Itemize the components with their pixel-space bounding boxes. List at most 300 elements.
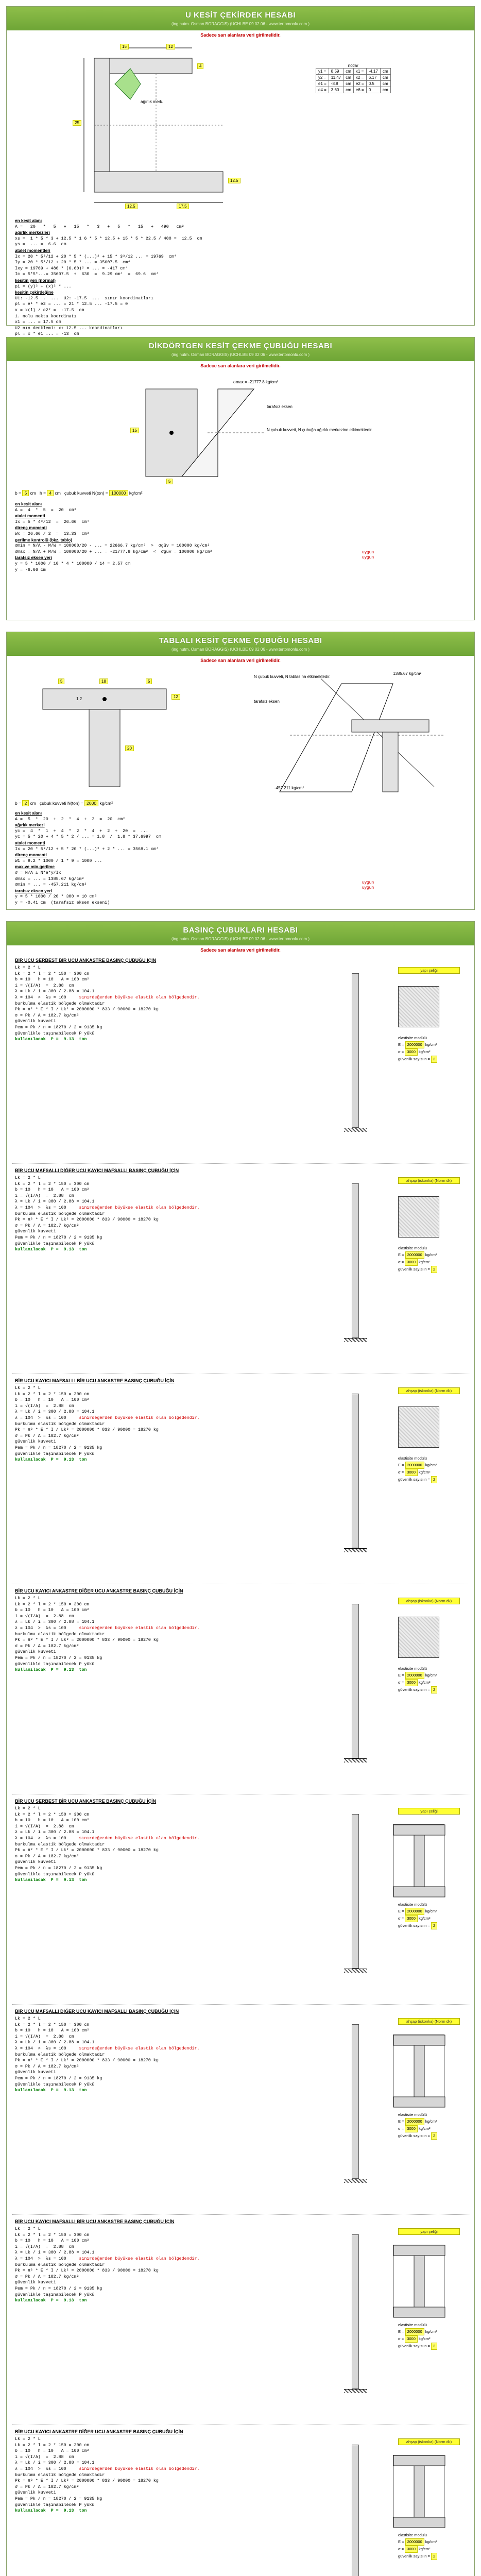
dim-d1[interactable]: 5 xyxy=(58,679,64,684)
calc-line: b = 10 h = 10 A = 100 cm² xyxy=(15,2239,90,2244)
e-input[interactable]: 2000000 xyxy=(405,2118,424,2125)
coord-table xyxy=(316,68,391,93)
material-tag[interactable]: ahşap (iskonka) (Norm dk) xyxy=(398,2018,460,2025)
calc-line: kullanılacak P = 9.13 ton xyxy=(15,1247,87,1252)
calc-line: güvenlikle taşınabilecek P yükü xyxy=(15,2292,95,2297)
calc-line: kullanılacak P = 9.13 ton xyxy=(15,1458,87,1463)
e-input[interactable]: 2000000 xyxy=(405,1672,424,1679)
calc-line: atalet momenti xyxy=(15,513,45,519)
e-unit: kg/cm² xyxy=(424,2119,437,2124)
sigma-label: σ = xyxy=(398,2336,405,2341)
rect-status xyxy=(362,549,374,560)
coord-cell: 3.60 xyxy=(329,87,343,93)
calc-line: tarafsız eksen yeri xyxy=(15,888,52,893)
calc-line: b = 10 h = 10 A = 100 cm² xyxy=(15,977,90,982)
buckling-case xyxy=(7,2009,475,2215)
coord-cell: cm xyxy=(343,87,354,93)
cross-section-drawing xyxy=(393,2245,444,2317)
dim-left[interactable]: 25 xyxy=(73,120,81,126)
calc-line: A = 20 * 5 + 15 * 3 + 5 * 15 + 490 cm² xyxy=(15,224,184,229)
calc-line: b = 10 h = 10 A = 100 cm² xyxy=(15,1608,90,1613)
coord-cell: 11.47 xyxy=(329,75,343,81)
prop-row xyxy=(398,1469,437,1476)
h-input[interactable]: 4 xyxy=(47,490,54,496)
calc-line: Ix = 20 * 5³/12 + 5 * 20 * (...)² + 2 * ... = 3568.1 cm⁴ xyxy=(15,846,159,852)
coord-cell: cm xyxy=(343,75,354,81)
column-drawing xyxy=(352,2024,359,2179)
calc-line: tarafsız eksen yeri xyxy=(15,555,52,561)
sigma-input[interactable]: 3000 xyxy=(405,2125,418,2132)
calc-line: Ic = 5*5*...= 35607.5 + 630 = 9.29 cm⁴ = 69.6 cm⁴ xyxy=(15,272,159,277)
case-title: BİR UCU KAYICI MAFSALLI BİR UCU ANKASTRE BASINÇ ÇUBUĞU İÇİN xyxy=(15,2219,175,2224)
prop-row xyxy=(398,1462,437,1469)
case-title: BİR UCU MAFSALLI DİĞER UCU KAYICI MAFSALLI BASINÇ ÇUBUĞU İÇİN xyxy=(15,2009,179,2014)
dim-d2[interactable]: 18 xyxy=(99,679,108,684)
calc-line: Iy = 20 * 5³/12 + 20 * 5 * ... = 35607.5 cm⁴ xyxy=(15,260,131,265)
calc-line: Pem = Pk / n = 18270 / 2 = 9135 kg xyxy=(15,2286,102,2291)
coord-row xyxy=(316,69,391,75)
elastic-label: elastisite modülü xyxy=(398,1666,427,1671)
coord-cell: -4.17 xyxy=(366,69,380,75)
calc-line: güvenlik kuvveti xyxy=(15,2070,56,2075)
i-beam-drawing xyxy=(393,2455,445,2528)
dim-h[interactable]: 15 xyxy=(130,428,139,433)
calc-line: en kesit alanı xyxy=(15,501,42,506)
coord-cell: cm xyxy=(343,81,354,87)
warning-text: sınırdeğerden büyükse elastik olan bölgedendir. xyxy=(66,2256,200,2261)
material-props xyxy=(398,2532,437,2560)
calc-line: Wx = 26.66 / 2 = 13.33 cm³ xyxy=(15,531,90,536)
calc-line: pl = x * e1 ... = -13 cm xyxy=(15,332,79,337)
support-drawing xyxy=(344,2389,367,2393)
gk-label: güvenlik sayısı n = xyxy=(398,1057,431,1061)
material-props xyxy=(398,1666,437,1693)
calc-line: Pem = Pk / n = 18270 / 2 = 9135 kg xyxy=(15,2076,102,2081)
e-unit: kg/cm² xyxy=(424,2329,437,2334)
calc-line: b = 10 h = 10 A = 100 cm² xyxy=(15,1398,90,1403)
material-tag[interactable]: ahşap (iskonka) (Norm dk) xyxy=(398,1598,460,1604)
calc-line: σ = Pk / A = 182.7 kg/cm² xyxy=(15,2064,79,2069)
sigma-unit: kg/cm² xyxy=(417,1916,431,1921)
e-label: E = xyxy=(398,2329,405,2334)
calc-line: λ = Lk / i = 300 / 2.88 = 104.1 xyxy=(15,2250,95,2256)
calc-line: σ = Pk / A = 182.7 kg/cm² xyxy=(15,1643,79,1649)
calc-line: Pk = π² * E * I / Lk² = 2000000 * 833 / 90000 = 18270 kg xyxy=(15,1007,159,1012)
calc-line: ağırlık merkezleri xyxy=(15,230,50,235)
e-input[interactable]: 2000000 xyxy=(405,1908,424,1915)
warning-text: sınırdeğerden büyükse elastik olan bölgedendir. xyxy=(66,1836,200,1841)
gk-input[interactable]: 2 xyxy=(431,1476,437,1483)
calc-line: Lk = 2 * l = 2 * 150 = 300 cm xyxy=(15,971,90,976)
calc-line: pi = (y)² + (x)² * ... xyxy=(15,284,74,289)
calc-line: xs = 1 * 5 * 3 + 12.5 * 1 6 * 5 * 12.5 + 15 * 5 * 22.5 / 400 = 12.5 cm xyxy=(15,236,202,241)
calc-line: Pk = π² * E * I / Lk² = 2000000 * 833 / 90000 = 18270 kg xyxy=(15,1217,159,1223)
h-label: h = xyxy=(39,490,46,496)
section-subtitle: (ing.hutm. Osman BORAGGIS) (UCHLBE 09 02 06 - www.tertomonlu.com ) xyxy=(171,937,310,941)
support-drawing xyxy=(344,1338,367,1342)
gk-label: güvenlik sayısı n = xyxy=(398,2133,431,2138)
calc-line: σ = Pk / A = 182.7 kg/cm² xyxy=(15,2484,79,2489)
warning-text: sınırdeğerden büyükse elastik olan bölgedendir. xyxy=(66,1625,200,1631)
calc-line: U2 nın denklemi: x+ 12.5 ... koordinatları xyxy=(15,326,123,331)
section-header xyxy=(7,7,474,30)
coord-panel xyxy=(316,63,391,93)
calc-line: i = √(I/A) = 2.88 cm xyxy=(15,2244,74,2249)
prop-row xyxy=(398,2343,437,2350)
section-title: BASINÇ ÇUBUKLARI HESABI xyxy=(183,926,298,935)
material-tag[interactable]: yapı çeliği xyxy=(398,967,460,974)
calc-line: kullanılacak P = 9.13 ton xyxy=(15,2509,87,2514)
prop-row xyxy=(398,1476,437,1483)
dim-d5[interactable]: 20 xyxy=(125,745,134,751)
cross-section-drawing xyxy=(393,2035,444,2107)
calc-line: σmin = N/A - M/W = 100000/20 - ... = 22666.7 kg/cm² > σgüv = 100000 kg/cm² xyxy=(15,544,210,549)
support-drawing xyxy=(344,1128,367,1132)
e-label: E = xyxy=(398,1673,405,1677)
coord-cell: cm xyxy=(343,69,354,75)
e-input[interactable]: 2000000 xyxy=(405,1462,424,1469)
coord-cell: cm xyxy=(380,87,390,93)
calc-line: x = x(l) / e2² = -17.5 cm xyxy=(15,308,84,313)
calc-line: yc = 4 * 1 + 4 * 2 * 4 + 2 + 20 = ... xyxy=(15,828,148,834)
calc-line: güvenlikle taşınabilecek P yükü xyxy=(15,1662,95,1667)
material-props xyxy=(398,2112,437,2140)
input-note: Sadece sarı alanlara veri girilmelidir. xyxy=(200,658,281,663)
support-drawing xyxy=(344,1969,367,1973)
warning-text: sınırdeğerden büyükse elastik olan bölgedendir. xyxy=(66,2046,200,2051)
prop-row xyxy=(398,1245,437,1251)
calc-line: Lk = 2 * l = 2 * 150 = 300 cm xyxy=(15,1392,90,1397)
coord-cell: -8.8 xyxy=(329,81,343,87)
calc-line: kullanılacak P = 9.13 ton xyxy=(15,2088,87,2093)
gk-input[interactable]: 2 xyxy=(431,1266,437,1273)
calc-line: A = 4 * 5 = 20 cm² xyxy=(15,507,77,513)
calc-line: U1: -12.5 , ... U2: -17.5 ... sınır koordinatları xyxy=(15,296,153,301)
calc-line: burkulma elastik bölgede olmaktadır xyxy=(15,2472,105,2478)
material-props xyxy=(398,1245,437,1273)
cross-section-drawing xyxy=(393,2455,444,2527)
dim-bot2[interactable]: 17.5 xyxy=(177,204,189,209)
buckling-case xyxy=(7,1588,475,1794)
sigma-input[interactable]: 3000 xyxy=(405,1679,418,1686)
calc-line: λ = Lk / i = 300 / 2.88 = 104.1 xyxy=(15,1830,95,1835)
calc-line: σmax = N/A + M/W = 100000/20 + ... = -21777.8 kg/cm² < σgüv = 100000 kg/cm² xyxy=(15,549,213,554)
cross-section-drawing xyxy=(398,986,439,1027)
status-2: uygun xyxy=(362,885,374,890)
case-divider xyxy=(12,2004,470,2005)
elastic-label: elastisite modülü xyxy=(398,2323,427,2327)
elastic-label: elastisite modülü xyxy=(398,1036,427,1040)
elastic-label: elastisite modülü xyxy=(398,1246,427,1250)
neutral-label: tarafsız eksen xyxy=(254,699,280,704)
calc-line: güvenlik kuvveti xyxy=(15,1650,56,1655)
gk-input[interactable]: 2 xyxy=(431,2343,437,2350)
calc-line: σmin = ... = -457.211 kg/cm² xyxy=(15,883,87,888)
calc-line: Pem = Pk / n = 18270 / 2 = 9135 kg xyxy=(15,2496,102,2501)
e-unit: kg/cm² xyxy=(424,1042,437,1047)
calc-line: güvenlik kuvveti xyxy=(15,1860,56,1865)
sigma-input[interactable]: 3000 xyxy=(405,1259,418,1266)
gk-input[interactable]: 2 xyxy=(431,2132,437,2140)
case-figure xyxy=(341,1383,470,1579)
calc-line: direnç momenti xyxy=(15,852,47,858)
case-figure xyxy=(341,1804,470,1999)
calc-line: Pk = π² * E * I / Lk² = 2000000 * 833 / 90000 = 18270 kg xyxy=(15,2479,159,2484)
case-figure xyxy=(341,2014,470,2210)
calc-line: burkulma elastik bölgede olmaktadır xyxy=(15,1842,105,1847)
stress-top-label: 1385.67 kg/cm² xyxy=(393,671,422,676)
calc-line: λ = Lk / i = 300 / 2.88 = 104.1 xyxy=(15,2461,95,2466)
sigma-unit: kg/cm² xyxy=(417,2547,431,2551)
material-props xyxy=(398,2322,437,2350)
sigma-label: σ = xyxy=(398,2547,405,2551)
buckling-case xyxy=(7,1168,475,1374)
case-calcs xyxy=(15,2436,200,2514)
case-figure xyxy=(341,2224,470,2420)
calc-line: σ = Pk / A = 182.7 kg/cm² xyxy=(15,1854,79,1859)
prop-row xyxy=(398,2335,437,2343)
calc-line: Pem = Pk / n = 18270 / 2 = 9135 kg xyxy=(15,1445,102,1450)
column-drawing xyxy=(352,1183,359,1338)
gk-input[interactable]: 2 xyxy=(431,2553,437,2560)
e-unit: kg/cm² xyxy=(424,1673,437,1677)
warning-text: sınırdeğerden büyükse elastik olan bölgedendir. xyxy=(66,1415,200,1420)
elastic-label: elastisite modülü xyxy=(398,1902,427,1907)
calc-line: Pk = π² * E * I / Lk² = 2000000 * 833 / 90000 = 18270 kg xyxy=(15,2268,159,2274)
gk-label: güvenlik sayısı n = xyxy=(398,2344,431,2348)
calc-line: Pk = π² * E * I / Lk² = 2000000 * 833 / 90000 = 18270 kg xyxy=(15,2058,159,2063)
calc-line: b = 10 h = 10 A = 100 cm² xyxy=(15,2449,90,2454)
sigma-input[interactable]: 3000 xyxy=(405,1915,418,1922)
section-title: TABLALI KESİT ÇEKME ÇUBUĞU HESABI xyxy=(159,636,322,645)
calc-line: b = 10 h = 10 A = 100 cm² xyxy=(15,1818,90,1823)
calc-line: burkulma elastik bölgede olmaktadır xyxy=(15,1632,105,1637)
calc-line: i = √(I/A) = 2.88 cm xyxy=(15,1614,74,1619)
case-calcs xyxy=(15,2226,200,2304)
sigma-unit: kg/cm² xyxy=(417,2336,431,2341)
gk-label: güvenlik sayısı n = xyxy=(398,1477,431,1482)
section-dikdortgen xyxy=(6,337,475,620)
calc-line: σ = Pk / A = 182.7 kg/cm² xyxy=(15,1013,79,1018)
material-tag[interactable]: yapı çeliği xyxy=(398,1808,460,1815)
e-unit: kg/cm² xyxy=(424,2539,437,2544)
calc-line: Pem = Pk / n = 18270 / 2 = 9135 kg xyxy=(15,1235,102,1240)
axis-label: ağırlık merk. xyxy=(141,99,164,104)
calc-line: Pem = Pk / n = 18270 / 2 = 9135 kg xyxy=(15,1866,102,1871)
calc-line: pl = e¹ * e2 = ... = 21 * 12.5 ... -17.5 = 0 xyxy=(15,302,128,307)
b-input[interactable]: 2 xyxy=(22,800,29,806)
section-basinc xyxy=(6,921,475,2576)
elastic-label: elastisite modülü xyxy=(398,2533,427,2537)
coord-cell: cm xyxy=(380,75,390,81)
prop-row xyxy=(398,2112,437,2118)
material-tag[interactable]: ahşap (iskonka) (Norm dk) xyxy=(398,2438,460,2445)
n-input[interactable]: 100000 xyxy=(109,490,128,496)
prop-row xyxy=(398,1035,437,1041)
e-input[interactable]: 2000000 xyxy=(405,1251,424,1259)
gk-input[interactable]: 2 xyxy=(431,1056,437,1063)
status-1: uygun xyxy=(362,879,374,885)
warning-text: sınırdeğerden büyükse elastik olan bölgedendir. xyxy=(66,1205,200,1210)
e-input[interactable]: 2000000 xyxy=(405,2328,424,2335)
sigma-unit: kg/cm² xyxy=(417,1260,431,1264)
status-2: uygun xyxy=(362,554,374,560)
u-section-diagram xyxy=(38,43,254,213)
case-title: BİR UCU SERBEST BİR UCU ANKASTRE BASINÇ ÇUBUĞU İÇİN xyxy=(15,1799,157,1804)
calc-line: Lk = 2 * L xyxy=(15,1176,41,1180)
e-label: E = xyxy=(398,2119,405,2124)
calc-line: kesitin yeri (normal) xyxy=(15,277,56,283)
dim-mid[interactable]: 12.5 xyxy=(228,178,240,183)
sigma-input[interactable]: 3000 xyxy=(405,1048,418,1056)
dim-bot1[interactable]: 12.5 xyxy=(125,204,138,209)
neutral-label: tarafsız eksen xyxy=(267,404,293,409)
calc-line: atalet momenti xyxy=(15,840,45,845)
e-input[interactable]: 2000000 xyxy=(405,2538,424,2546)
material-props xyxy=(398,1455,437,1483)
coord-row xyxy=(316,81,391,87)
rect-inputs xyxy=(15,490,142,496)
e-unit: kg/cm² xyxy=(424,1463,437,1467)
dim-d3[interactable]: 5 xyxy=(146,679,152,684)
gk-input[interactable]: 2 xyxy=(431,1922,437,1929)
force-text: N çubuk kuvveti, N tablasına etkimektedir. xyxy=(254,674,331,679)
sigma-unit: kg/cm² xyxy=(417,1049,431,1054)
calc-line: gerilme kontrolü (bkz. tablo) xyxy=(15,537,73,543)
b-input[interactable]: 5 xyxy=(22,490,29,496)
section-header xyxy=(7,337,474,361)
calc-line: güvenlikle taşınabilecek P yükü xyxy=(15,2502,95,2507)
case-calcs xyxy=(15,1806,200,1884)
dim-b[interactable]: 5 xyxy=(166,479,173,484)
calc-line: i = √(I/A) = 2.88 cm xyxy=(15,1193,74,1198)
calc-line: max.ve min.gerilme xyxy=(15,864,55,870)
calc-line: Lk = 2 * L xyxy=(15,2016,41,2021)
calc-line: λ = Lk / i = 300 / 2.88 = 104.1 xyxy=(15,1620,95,1625)
case-calcs xyxy=(15,1175,200,1253)
calc-line: güvenlik kuvveti xyxy=(15,1439,56,1445)
n-input[interactable]: 2000 xyxy=(84,800,98,806)
calc-line: λ = 104 > λs = 100 sınırdeğerden büyükse elastik olan bölgedendir. xyxy=(15,2466,200,2471)
calc-line: ys = ... = 6.6 cm xyxy=(15,242,66,247)
case-figure xyxy=(341,2434,470,2576)
b-unit: cm xyxy=(30,801,36,806)
case-title: BİR UCU KAYICI MAFSALLI BİR UCU ANKASTRE BASINÇ ÇUBUĞU İÇİN xyxy=(15,1378,175,1383)
case-title: BİR UCU MAFSALLI DİĞER UCU KAYICI MAFSALLI BASINÇ ÇUBUĞU İÇİN xyxy=(15,1168,179,1173)
material-tag[interactable]: yapı çeliği xyxy=(398,2228,460,2235)
section-subtitle: (ing.hutm. Osman BORAGGIS) (UCHLBE 09 02 06 - www.tertomonlu.com ) xyxy=(171,22,310,26)
calc-line: burkulma elastik bölgede olmaktadır xyxy=(15,1421,105,1427)
e-input[interactable]: 2000000 xyxy=(405,1041,424,1048)
calc-line: y = 5 * 1000 / 10 * 4 * 100000 / 14 = 2.57 cm xyxy=(15,561,131,566)
calc-line: σ = Pk / A = 182.7 kg/cm² xyxy=(15,1223,79,1228)
material-tag[interactable]: ahşap (iskonka) (Norm dk) xyxy=(398,1387,460,1394)
i-beam-drawing xyxy=(393,1825,445,1897)
case-calcs xyxy=(15,2016,200,2094)
dim-d4[interactable]: 12 xyxy=(171,694,180,700)
support-drawing xyxy=(344,1548,367,1552)
calc-line: kullanılacak P = 9.13 ton xyxy=(15,1037,87,1042)
calc-line: Ix = 5 * 4³/12 = 26.66 cm⁴ xyxy=(15,519,90,524)
sigma-input[interactable]: 3000 xyxy=(405,2335,418,2343)
calc-line: λ = Lk / i = 300 / 2.88 = 104.1 xyxy=(15,2040,95,2045)
u-section-drawing xyxy=(38,43,254,213)
calc-line: λ = 104 > λs = 100 sınırdeğerden büyükse elastik olan bölgedendir. xyxy=(15,1836,200,1841)
prop-row xyxy=(398,1266,437,1273)
calc-line: güvenlik kuvveti xyxy=(15,2280,56,2285)
dim-d6: 1.2 xyxy=(76,697,82,701)
calc-line: Lk = 2 * l = 2 * 150 = 300 cm xyxy=(15,2022,90,2027)
input-note: Sadece sarı alanlara veri girilmelidir. xyxy=(200,32,281,38)
prop-row xyxy=(398,1915,437,1922)
calc-line: λ = 104 > λs = 100 sınırdeğerden büyükse elastik olan bölgedendir. xyxy=(15,2256,200,2261)
sigma-label: σ = xyxy=(398,1470,405,1475)
stress-bot-label: -457.211 kg/cm² xyxy=(274,786,304,790)
sigma-input[interactable]: 3000 xyxy=(405,1469,418,1476)
calc-line: Lk = 2 * l = 2 * 150 = 300 cm xyxy=(15,2232,90,2238)
gk-label: güvenlik sayısı n = xyxy=(398,1687,431,1692)
calc-line: λ = Lk / i = 300 / 2.88 = 104.1 xyxy=(15,1410,95,1415)
support-drawing xyxy=(344,2179,367,2183)
dim-top1[interactable]: 15 xyxy=(120,44,129,49)
gk-label: güvenlik sayısı n = xyxy=(398,1923,431,1928)
t-inputs xyxy=(15,800,113,806)
e-label: E = xyxy=(398,1909,405,1913)
gk-input[interactable]: 2 xyxy=(431,1686,437,1693)
calc-line: λ = 104 > λs = 100 sınırdeğerden büyükse elastik olan bölgedendir. xyxy=(15,995,200,1000)
prop-row xyxy=(398,2322,437,2328)
warning-text: sınırdeğerden büyükse elastik olan bölgedendir. xyxy=(66,995,200,1000)
prop-row xyxy=(398,2328,437,2335)
calc-line: Pk = π² * E * I / Lk² = 2000000 * 833 / 90000 = 18270 kg xyxy=(15,1848,159,1853)
calc-line: en kesit alanı xyxy=(15,810,42,816)
material-tag[interactable]: ahşap (iskonka) (Norm dk) xyxy=(398,1177,460,1184)
calc-line: b = 10 h = 10 A = 100 cm² xyxy=(15,2028,90,2033)
dim-top2[interactable]: 12 xyxy=(166,44,175,49)
calc-line: σ = N/A ± N*e*y/Ix xyxy=(15,870,61,875)
buckling-case xyxy=(7,2219,475,2425)
coord-row xyxy=(316,87,391,93)
buckling-case xyxy=(7,958,475,1164)
sigma-input[interactable]: 3000 xyxy=(405,2546,418,2553)
case-divider xyxy=(12,2214,470,2215)
e-unit: kg/cm² xyxy=(424,1909,437,1913)
rect-calcs xyxy=(15,501,212,573)
prop-row xyxy=(398,2546,437,2553)
calc-line: Lk = 2 * l = 2 * 150 = 300 cm xyxy=(15,1602,90,1607)
calc-line: güvenlikle taşınabilecek P yükü xyxy=(15,1241,95,1246)
elastic-label: elastisite modülü xyxy=(398,1456,427,1461)
calc-line: x1 = ... = 17.5 cm xyxy=(15,320,61,325)
material-props xyxy=(398,1902,437,1929)
coord-row xyxy=(316,75,391,81)
prop-row xyxy=(398,1902,437,1908)
section-tablali xyxy=(6,632,475,910)
coord-cell: e1 = xyxy=(316,81,329,87)
i-beam-drawing xyxy=(393,2035,445,2107)
case-title: BİR UCU KAYICI ANKASTRE DİĞER UCU ANKASTRE BASINÇ ÇUBUĞU İÇİN xyxy=(15,1588,183,1594)
prop-row xyxy=(398,1455,437,1462)
force-text: N çubuk kuvveti, N çubuğa ağırlık merkezine etkimektedir. xyxy=(267,428,373,432)
coord-cell: x1 = xyxy=(353,69,366,75)
calc-line: Pk = π² * E * I / Lk² = 2000000 * 833 / 90000 = 18270 kg xyxy=(15,1638,159,1643)
prop-row xyxy=(398,2532,437,2538)
coord-cell: cm xyxy=(380,69,390,75)
dim-right[interactable]: 4 xyxy=(197,63,203,69)
sigma-label: σ = xyxy=(398,1260,405,1264)
calc-line: Pem = Pk / n = 18270 / 2 = 9135 kg xyxy=(15,1025,102,1030)
calc-line: Lk = 2 * l = 2 * 150 = 300 cm xyxy=(15,1812,90,1817)
